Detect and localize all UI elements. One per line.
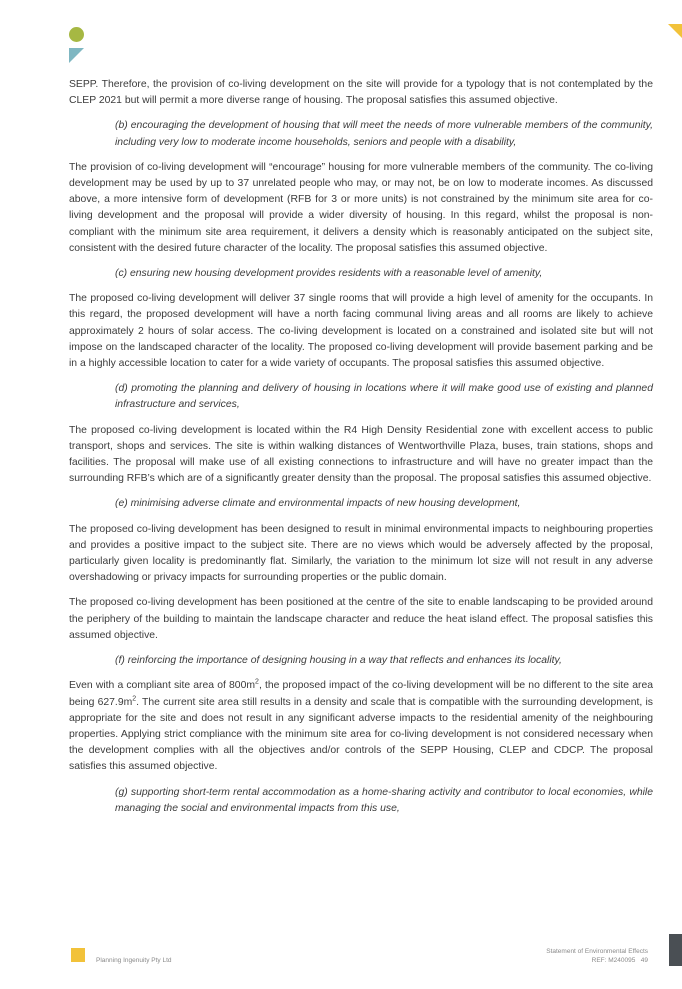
superscript: 2 — [255, 678, 259, 686]
teal-triangle-logo-mark — [69, 48, 84, 63]
green-circle-logo-mark — [69, 27, 84, 42]
paragraph-objective-b-response: The provision of co-living development will “encourage” housing for more vulnerable members of the community. The co-living development may be used by up to 37 unrelated people who may, or may not, be on low to moderate incomes. As discussed above, a more intensive form of development (RFB for 3 or more units) is not constrained by the minimum site area for co-living development and the proposal will provide a wider diversity of housing. In this regard, whilst the proposal is non-compliant with the minimum site area requirement, it delivers a density which is reasonably anticipated on the subject site, consistent with the desired future character of the locality. The proposal satisfies this assumed objective. — [69, 161, 653, 254]
footer-ref-text: REF: M240095 — [591, 957, 636, 964]
text-span: Even with a compliant site area of 800m — [69, 680, 256, 692]
page-footer — [0, 936, 682, 976]
dark-bar-mark — [669, 934, 682, 966]
paragraph-objective-d-response: The proposed co-living development is located within the R4 High Density Residential zone with excellent access to public transport, shops and services. The site is within walking distances of Wentworthville Plaza, buses, train stations, shops and facilities. The proposal will make use of all existing connections to infrastructure and will have no greater impact than the surrounding RFB’s which are of a significantly greater density than the proposal. The proposal satisfies this assumed objective. — [69, 424, 653, 485]
page-number: 49 — [640, 957, 648, 964]
objective-d: (d) promoting the planning and delivery of housing in locations where it will make good use of existing and planned infrastructure and services, — [115, 383, 653, 411]
objective-e: (e) minimising adverse climate and environmental impacts of new housing development, — [115, 498, 521, 510]
paragraph-objective-e-response-2: The proposed co-living development has been positioned at the centre of the site to enable landscaping to be provided around the periphery of the building to maintain the landscape character and reduce the heat island effect. The proposal satisfies this assumed objective. — [69, 597, 653, 641]
paragraph-continuation: SEPP. Therefore, the provision of co-living development on the site will provide for a typology that is not contemplated by the CLEP 2021 but will permit a more diverse range of housing. The proposal satisfies this assumed objective. — [69, 79, 653, 107]
paragraph-objective-e-response-1: The proposed co-living development has been designed to result in minimal environmental impacts to neighbouring properties and provides a positive impact to the subject site. There are no views which would be adversely affected by the proposal, particularly given locality is predominantly flat. Similarly, the variation to the minimum lot size will not result in any adverse overshadowing or privacy impacts for surrounding properties or the public domain. — [69, 523, 653, 584]
superscript: 2 — [132, 695, 137, 703]
footer-reference — [592, 957, 648, 964]
footer-document-title: Statement of Environmental Effects — [546, 948, 648, 955]
objective-b: (b) encouraging the development of housing that will meet the needs of more vulnerable members of the community, including very low to moderate income households, seniors and people with a disability, — [115, 120, 653, 148]
page-body — [69, 77, 653, 826]
objective-f: (f) reinforcing the importance of designing housing in a way that reflects and enhances its locality, — [115, 655, 562, 667]
objective-c: (c) ensuring new housing development provides residents with a reasonable level of amenity, — [115, 268, 543, 280]
yellow-corner-mark — [668, 24, 682, 38]
paragraph-objective-c-response: The proposed co-living development will deliver 37 single rooms that will provide a high level of amenity for the occupants. In this regard, the proposed development will have a north facing communal living areas and all rooms are likely to achieve approximately 2 hours of solar access. The co-living development is located on a constrained and isolated site but will not impose on the landscaped character of the locality. The proposed co-living development will provide basement parking and be in a highly accessible location to cater for a wide variety of occupants. The proposal satisfies this assumed objective. — [69, 293, 653, 370]
text-span: . The current site area still results in a density and scale that is compatible with the surrounding development, is appropriate for the site and does not result in any significant adverse impacts to the residential amenity of the neighbouring properties. Applying strict compliance with the minimum site area for co-living development is not considered necessary when the development complies with all the objectives and/or controls of the SEPP Housing, CLEP and CDCP. The proposal satisfies this assumed objective. — [69, 696, 653, 773]
objective-g: (g) supporting short-term rental accommodation as a home-sharing activity and contributor to local economies, while managing the social and environmental impacts from this use, — [115, 786, 653, 814]
text-span: , the proposed impact of the co-living development will be no different to the site area being 627.9m — [69, 680, 654, 708]
footer-company: Planning Ingenuity Pty Ltd — [96, 957, 172, 964]
paragraph-objective-f-response — [69, 678, 653, 775]
yellow-square-logo-mark — [71, 948, 85, 962]
